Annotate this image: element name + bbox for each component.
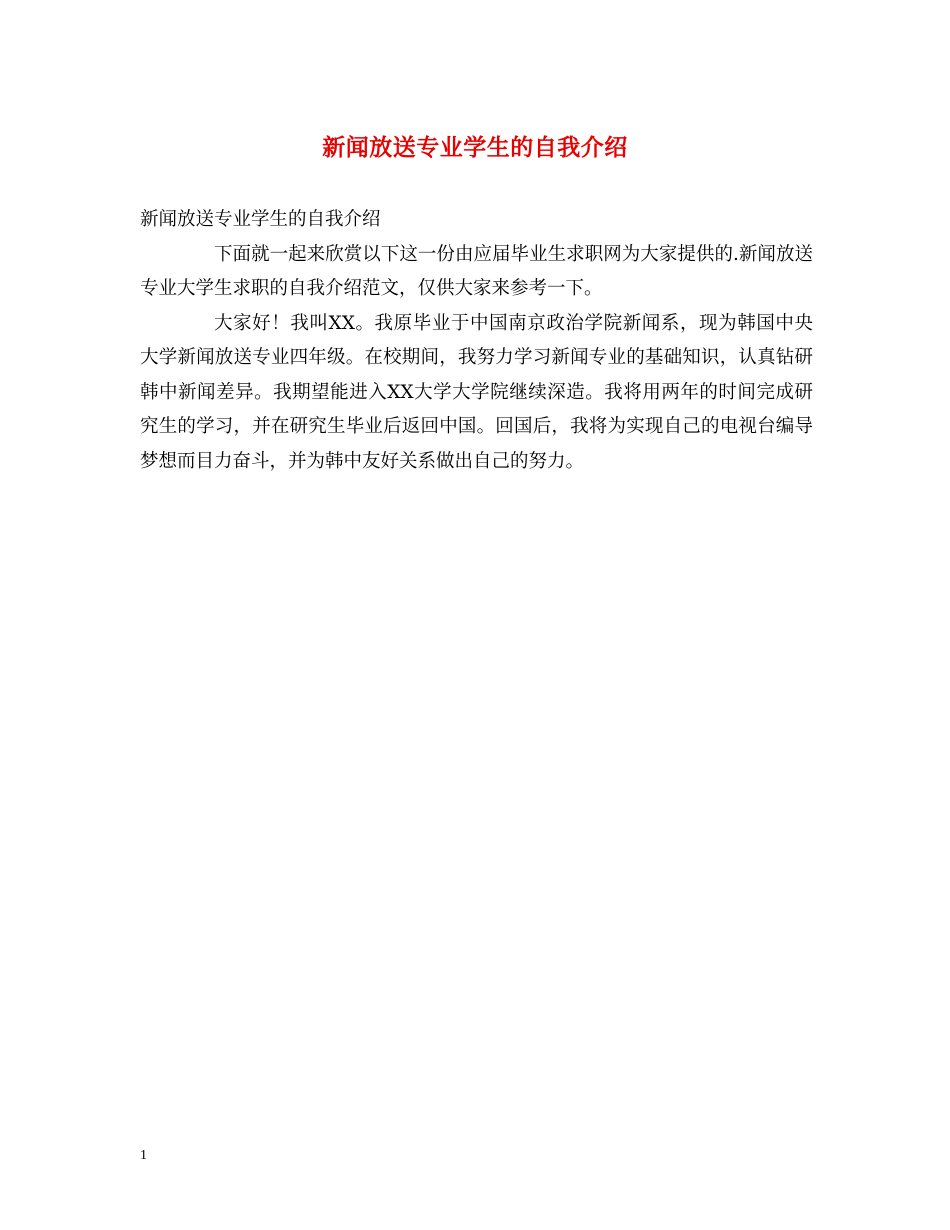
paragraph-self-introduction: 大家好！我叫XX。我原毕业于中国南京政治学院新闻系，现为韩国中央大学新闻放送专业四年级。在校期间，我努力学习新闻专业的基础知识，认真钻研韩中新闻差异。我期望能进入XX大学大学院继续深造。我将用两年的时间完成研究生的学习，并在研究生毕业后返回中国。回国后，我将为实现自己的电视台编导梦想而目力奋斗，并为韩中友好关系做出自己的努力。 xyxy=(140,312,813,472)
paragraph-intro: 下面就一起来欣赏以下这一份由应届毕业生求职网为大家提供的.新闻放送专业大学生求职的自我介绍范文，仅供大家来参考一下。 xyxy=(140,243,813,299)
document-subtitle: 新闻放送专业学生的自我介绍 xyxy=(140,209,381,230)
document-title: 新闻放送专业学生的自我介绍 xyxy=(322,134,628,161)
page-number: 1 xyxy=(140,1148,147,1163)
document-body xyxy=(140,203,813,479)
